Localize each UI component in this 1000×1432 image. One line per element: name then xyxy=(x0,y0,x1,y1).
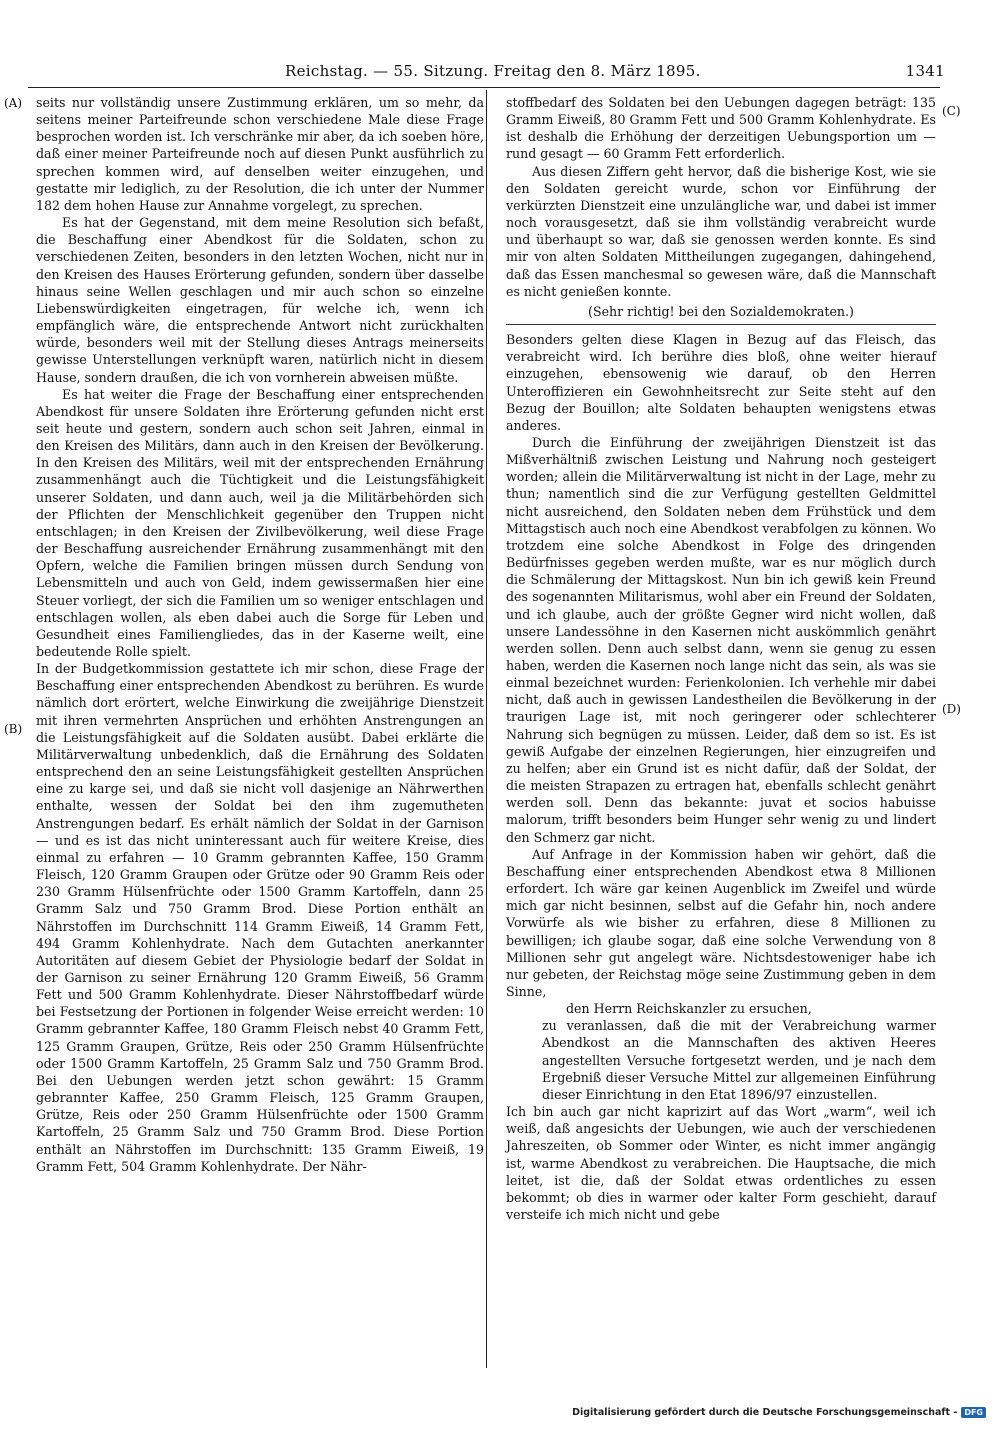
resolution-text: zu veranlassen, daß die mit der Verabreichung warmer Abendkost an die Mannschaften des aktiven Heeres angestellten Versuche fortgesetzt werden, und je nach dem Ergebniß dieser Versuche Mittel zur allgemeinen Einführung dieser Einrichtung in den Etat 1896/97 einzustellen. xyxy=(542,1018,936,1102)
paragraph: Es hat weiter die Frage der Beschaffung einer entsprechenden Abendkost für unsere Soldaten ihre Erörterung gefunden nicht erst seit heute und gestern, sondern auch schon seit Jahren, einmal in den Kreisen des Militärs, dann auch in den Kreisen der Bevölkerung. In den Kreisen des Militärs, weil mit der entsprechenden Ernährung zusammenhängt auch die Tüchtigkeit und die Leistungsfähigkeit unserer Soldaten, und dann auch, weil ja die Militärbehörden sich der Pflichten der Menschlichkeit gegenüber den Truppen nicht entschlagen; in den Kreisen der Zivilbevölkerung, weil diese Frage der Beschaffung ausreichender Ernährung zusammenhängt mit den Opfern, welche die Familien bringen müssen durch Sendung von Lebensmitteln und auch von Geld, indem gewissermaßen hier eine Steuer vorliegt, der sich die Familien um so weniger entschlagen und entschlagen wollen, als eben dabei auch die Sorge für Leben und Gesundheit eines Familiengliedes, das in der Kaserne weilt, eine bedeutende Rolle spielt. xyxy=(36,386,484,659)
margin-marker-a: (A) xyxy=(4,96,23,110)
digitization-footer xyxy=(572,1407,986,1418)
margin-marker-d: (D) xyxy=(942,702,961,716)
header-title: Reichstag. — 55. Sitzung. Freitag den 8. März 1895. xyxy=(285,62,701,80)
paragraph: Ich bin auch gar nicht kaprizirt auf das Wort „warm“, weil ich weiß, daß angesichts der Uebungen, wie auch der verschiedenen Jahreszeiten, ob Sommer oder Winter, es nicht immer angängig ist, warme Abendkost zu verabreichen. Die Hauptsache, die mich leitet, ist die, daß der Soldat etwas ordentliches zu essen bekommt; ob dies in warmer oder kalter Form geschieht, darauf versteife ich mich nicht und gebe xyxy=(506,1104,936,1222)
header-rule xyxy=(28,87,940,88)
footer-text: Digitalisierung gefördert durch die Deutsche Forschungsgemeinschaft - xyxy=(572,1407,958,1418)
margin-marker-c: (C) xyxy=(942,104,961,118)
left-column xyxy=(36,94,484,1175)
paragraph: Auf Anfrage in der Kommission haben wir gehört, daß die Beschaffung einer entsprechenden Abendkost etwa 8 Millionen erfordert. Ich wäre gar keinen Augenblick im Zweifel und würde mich gar nicht besinnen, selbst auf die Gefahr hin, noch andere Vorwürfe als wie bisher zu erfahren, diese 8 Millionen zu bewilligen; ich glaube sogar, daß eine solche Verwendung von 8 Millionen sehr gut angelegt wäre. Nichtsdestoweniger habe ich nur gebeten, der Reichstag möge seine Zustimmung geben in dem Sinne, xyxy=(506,846,936,999)
interjection: (Sehr richtig! bei den Sozialdemokraten.) xyxy=(588,303,854,319)
paragraph: Besonders gelten diese Klagen in Bezug auf das Fleisch, das verabreicht wird. Ich berühre dies bloß, ohne weiter hierauf einzugehen, ebensowenig wie darauf, ob den Herren Unteroffizieren ein Gewohnheitsrecht zur Seite steht auf den Bezug der Bouillon; alte Soldaten behaupten wenigstens etwas anderes. xyxy=(506,332,936,433)
paragraph: Aus diesen Ziffern geht hervor, daß die bisherige Kost, wie sie den Soldaten gereicht wurde, schon vor Einführung der verkürzten Dienstzeit eine unzulängliche war, und dabei ist immer noch vorausgesetzt, daß sie ihm vollständig verabreicht wurde und überhaupt so war, daß sie genossen werden konnte. Es sind mir von alten Soldaten Mittheilungen zugegangen, dahingehend, daß das Essen manchesmal so gewesen wäre, daß die Mannschaft es nicht genießen konnte. xyxy=(506,163,936,299)
right-column xyxy=(506,94,936,1223)
page-number: 1341 xyxy=(905,62,945,80)
column-divider xyxy=(486,90,487,1368)
paragraph: seits nur vollständig unsere Zustimmung erklären, um so mehr, da seitens meiner Parteifreunde schon verschiedene Male diese Frage besprochen worden ist. Ich verschränke mir aber, da ich soeben höre, daß einer meiner Parteifreunde noch auf diesen Punkt ausführlich zu sprechen kommen wird, auf denselben weiter einzugehen, und gestatte mir lediglich, zu der Resolution, die ich unter der Nummer 182 dem hohen Hause zur Annahme vorgelegt, zu sprechen. xyxy=(36,95,484,213)
paragraph: In der Budgetkommission gestattete ich mir schon, diese Frage der Beschaffung einer entsprechenden Abendkost zu berühren. Es wurde nämlich dort erörtert, welche Einwirkung die zweijährige Dienstzeit mit ihren vermehrten Ansprüchen und erhöhten Anstrengungen an die Leistungsfähigkeit auf die Soldaten ausübt. Dabei erklärte die Militärverwaltung unbedenklich, daß die Ernährung des Soldaten entsprechend den an seine Leistungsfähigkeit gestellten Ansprüchen eine zu karge sei, und daß sie nicht voll dasjenige an Nährwerthen enthalte, wessen der Soldat bei den ihm zugemutheten Anstrengungen bedarf. Es erhält nämlich der Soldat in der Garnison — und es ist das nicht uninteressant auch für weitere Kreise, dies einmal zu erfahren — 10 Gramm gebrannten Kaffee, 150 Gramm Fleisch, 120 Gramm Graupen oder Grütze oder 90 Gramm Reis oder 230 Gramm Hülsenfrüchte oder 1500 Gramm Kartoffeln, dann 25 Gramm Salz und 750 Gramm Brod. Diese Portion enthält an Nährstoffen im Durchschnitt 114 Gramm Eiweiß, 14 Gramm Fett, 494 Gramm Kohlenhydrate. Nach dem Gutachten anerkannter Autoritäten auf diesem Gebiet der Physiologie bedarf der Soldat in der Garnison zu seiner Ernährung 120 Gramm Eiweiß, 56 Gramm Fett und 500 Gramm Kohlenhydrate. Dieser Nährstoffbedarf würde bei Festsetzung der Portionen in folgender Weise erreicht werden: 10 Gramm gebrannter Kaffee, 180 Gramm Fleisch nebst 40 Gramm Fett, 125 Gramm Graupen, Grütze, Reis oder 250 Gramm Hülsenfrüchte oder 1500 Gramm Kartoffeln, 25 Gramm Salz und 750 Gramm Brod. Bei den Uebungen werden jetzt schon gewährt: 15 Gramm gebrannter Kaffee, 250 Gramm Fleisch, 125 Gramm Graupen, Grütze, Reis oder 250 Gramm Hülsenfrüchte oder 1500 Gramm Kartoffeln, 25 Gramm Salz und 750 Gramm Brod. Diese Portion enthält an Nährstoffen im Durchschnitt: 135 Gramm Eiweiß, 19 Gramm Fett, 504 Gramm Kohlenhydrate. Der Nähr- xyxy=(36,661,484,1174)
paragraph: Durch die Einführung der zweijährigen Dienstzeit ist das Mißverhältniß zwischen Leistung und Nahrung noch gesteigert worden; allein die Militärverwaltung ist nicht in der Lage, mehr zu thun; namentlich sind die zur Verfügung gestellten Geldmittel nicht ausreichend, den Soldaten neben dem Frühstück und dem Mittagstisch auch noch eine Abendkost verabfolgen zu können. Wo trotzdem eine solche Abendkost in Folge des dringenden Bedürfnisses gegeben werden mußte, war es nur möglich durch die Schmälerung der Mittagskost. Nun bin ich gewiß kein Freund des sogenannten Militarismus, wohl aber ein Freund der Soldaten, und ich glaube, auch der größte Gegner wird nicht wollen, daß unsere Landessöhne in den Kasernen nicht auskömmlich genährt werden sollen. Denn auch selbst dann, wenn sie genug zu essen haben, werden die Kasernen noch lange nicht das sein, als was sie einmal bezeichnet wurden: Ferienkolonien. Ich verhehle mir dabei nicht, daß auch in gewissen Landestheilen die Bevölkerung in der traurigen Lage ist, mit noch geringerer oder schlechterer Nahrung sich begnügen zu müssen. Leider, daß dem so ist. Es ist gewiß Aufgabe der einzelnen Regierungen, hier einzugreifen und zu helfen; aber ein Grund ist es nicht dafür, daß der Soldat, der die meisten Strapazen zu ertragen hat, ebenfalls schlecht genährt werden soll. Denn das bekannte: juvat et socios habuisse malorum, trifft besonders beim Hunger sehr wenig zu und lindert den Schmerz gar nicht. xyxy=(506,434,936,845)
interjection-rule xyxy=(506,324,936,325)
margin-marker-b: (B) xyxy=(4,722,23,736)
dfg-logo-icon: DFG xyxy=(961,1407,986,1418)
paragraph: Es hat der Gegenstand, mit dem meine Resolution sich befaßt, die Beschaffung einer Abendkost für die Soldaten, schon zu verschiedenen Zeiten, besonders in den letzten Wochen, nicht nur in den Kreisen des Hauses Erörterung gefunden, sondern über dasselbe hinaus seine Wellen geschlagen und mir auch schon so einzelne Liebenswürdigkeiten eingetragen, für welche ich, wenn ich empfänglich wäre, die entsprechende Antwort nicht zurückhalten würde, besonders weil mit der Stellung dieses Antrags meinerseits gewisse Unterstellungen verknüpft waren, natürlich nicht in diesem Hause, sondern draußen, die ich von vornherein abweisen müßte. xyxy=(36,215,484,385)
paragraph: stoffbedarf des Soldaten bei den Uebungen dagegen beträgt: 135 Gramm Eiweiß, 80 Gramm Fett und 500 Gramm Kohlenhydrate. Es ist deshalb die Erhöhung der derzeitigen Uebungsportion um — rund gesagt — 60 Gramm Fett erforderlich. xyxy=(506,95,936,162)
resolution-line: den Herrn Reichskanzler zu ersuchen, xyxy=(566,1001,812,1017)
page-header xyxy=(285,62,945,84)
